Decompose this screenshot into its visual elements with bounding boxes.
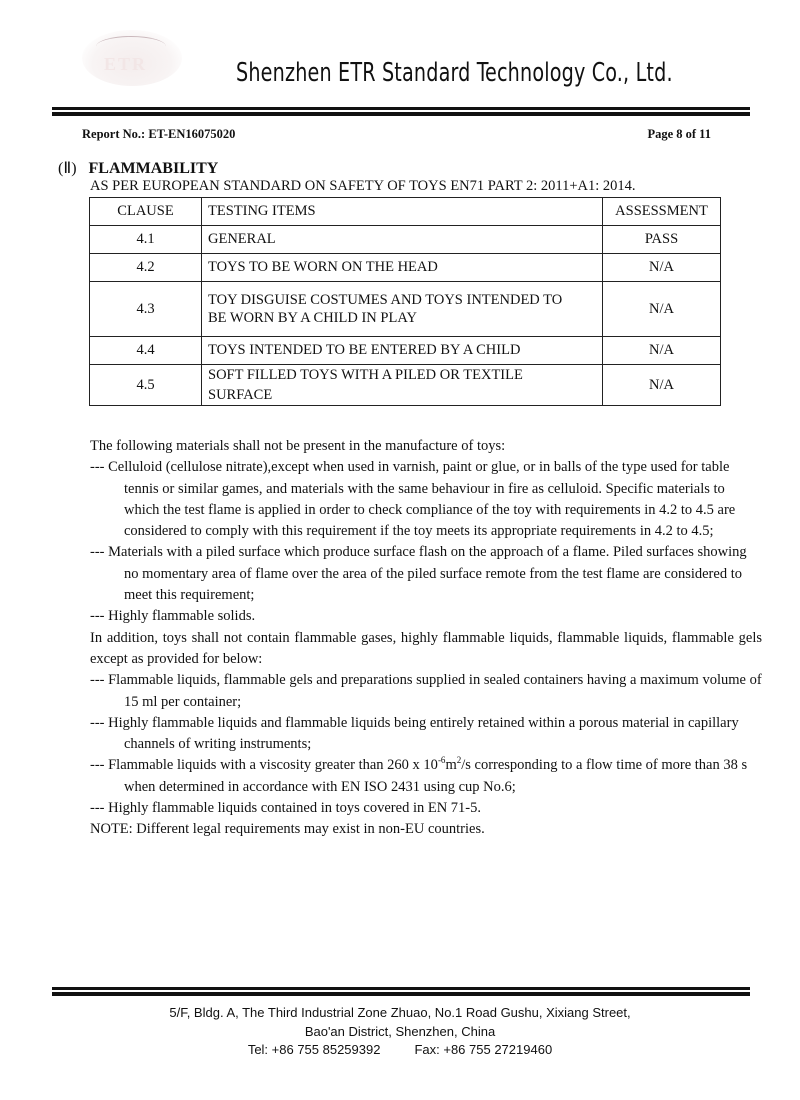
- company-name: Shenzhen ETR Standard Technology Co., Ltd.: [236, 58, 673, 88]
- table-row: [90, 337, 721, 365]
- item-cell: [202, 282, 603, 337]
- prohibited-item: --- Materials with a piled surface which produce surface flash on the approach of a flame. Piled surfaces showing no momentary area of flame over the area of the piled surface remote from the test flame are considered to meet this requirement;: [90, 544, 747, 604]
- table-row: [90, 282, 721, 337]
- section-number: (Ⅱ): [58, 160, 77, 177]
- flammability-table: [89, 197, 721, 406]
- item-cell: TOYS TO BE WORN ON THE HEAD: [202, 254, 603, 282]
- assessment-cell: N/A: [603, 337, 721, 365]
- table-row: [90, 254, 721, 282]
- addition-paragraph: In addition, toys shall not contain flammable gases, highly flammable liquids, flammable liquids, flammable gels except as provided for below:: [90, 629, 762, 667]
- clause-cell: 4.5: [90, 365, 202, 406]
- exponent: 2: [456, 755, 462, 766]
- prohibited-item: --- Highly flammable solids.: [90, 608, 256, 625]
- contact-line: [0, 1041, 800, 1060]
- clause-cell: 4.2: [90, 254, 202, 282]
- standard-reference: AS PER EUROPEAN STANDARD ON SAFETY OF TOYS EN71 PART 2: 2011+A1: 2014.: [90, 178, 636, 194]
- item-cell: GENERAL: [202, 226, 603, 254]
- telephone: Tel: +86 755 85259392: [247, 1042, 381, 1057]
- assessment-cell: N/A: [603, 282, 721, 337]
- header-assessment: ASSESSMENT: [603, 198, 721, 226]
- table-header-row: [90, 198, 721, 226]
- item-line: TOY DISGUISE COSTUMES AND TOYS INTENDED TO: [208, 292, 563, 308]
- item-cell: [202, 365, 603, 406]
- item-cell: TOYS INTENDED TO BE ENTERED BY A CHILD: [202, 337, 603, 365]
- address-line-2: Bao'an District, Shenzhen, China: [304, 1023, 496, 1039]
- logo-text: ETR: [104, 54, 148, 74]
- exception-item: --- Highly flammable liquids contained in toys covered in EN 71-5.: [90, 800, 482, 817]
- viscosity-text: --- Flammable liquids with a viscosity greater than 260 x 10: [90, 757, 438, 774]
- header-clause: CLAUSE: [90, 198, 202, 226]
- company-logo: [82, 30, 182, 86]
- table-row: [90, 365, 721, 406]
- item-line: BE WORN BY A CHILD IN PLAY: [208, 310, 417, 326]
- footer-address: [0, 1004, 800, 1060]
- assessment-cell: N/A: [603, 254, 721, 282]
- assessment-cell: PASS: [603, 226, 721, 254]
- report-no-value: ET-EN16075020: [148, 127, 236, 141]
- address-line-1: 5/F, Bldg. A, The Third Industrial Zone Zhuao, No.1 Road Gushu, Xixiang Street,: [169, 1005, 631, 1020]
- page-number: Page 8 of 11: [647, 127, 711, 141]
- report-no-label: Report No.:: [82, 127, 146, 141]
- header-testing-items: TESTING ITEMS: [202, 198, 603, 226]
- table-row: [90, 226, 721, 254]
- intro-paragraph: The following materials shall not be present in the manufacture of toys:: [90, 438, 506, 454]
- prohibited-item: --- Celluloid (cellulose nitrate),except when used in varnish, paint or glue, or in balls of the type used for table tennis or similar games, and materials with the same behaviour in fire as celluloid. Specific materials to which the test flame is applied in order to check compliance of the toy with requirements in 4.2 to 4.5 are considered to comply with this requirement if the toy meets its appropriate requirements in 4.2 to 4.5;: [90, 459, 736, 540]
- clause-cell: 4.4: [90, 337, 202, 365]
- exception-item: --- Flammable liquids, flammable gels and preparations supplied in sealed containers having a maximum volume of 15 ml per container;: [90, 672, 762, 710]
- requirements-text: [90, 436, 762, 841]
- item-line: SOFT FILLED TOYS WITH A PILED OR TEXTILE: [208, 367, 523, 383]
- fax: Fax: +86 755 27219460: [414, 1042, 553, 1057]
- exponent: -6: [437, 755, 446, 766]
- exception-item: [90, 755, 762, 798]
- footer-divider: [52, 987, 750, 996]
- exception-item: --- Highly flammable liquids and flammable liquids being entirely retained within a porous material in capillary channels of writing instruments;: [90, 714, 739, 753]
- item-line: SURFACE: [208, 387, 273, 403]
- report-number: [82, 127, 235, 142]
- section-heading: [58, 158, 218, 178]
- viscosity-text: /s corresponding to a flow time of more than 38 s when determined in accordance with EN ISO 2431 using cup No.6;: [124, 757, 748, 795]
- section-title: FLAMMABILITY: [88, 160, 219, 177]
- clause-cell: 4.3: [90, 282, 202, 337]
- header-divider: [52, 107, 750, 116]
- assessment-cell: N/A: [603, 365, 721, 406]
- clause-cell: 4.1: [90, 226, 202, 254]
- note-paragraph: NOTE: Different legal requirements may exist in non-EU countries.: [90, 821, 485, 838]
- unit: m: [445, 757, 457, 774]
